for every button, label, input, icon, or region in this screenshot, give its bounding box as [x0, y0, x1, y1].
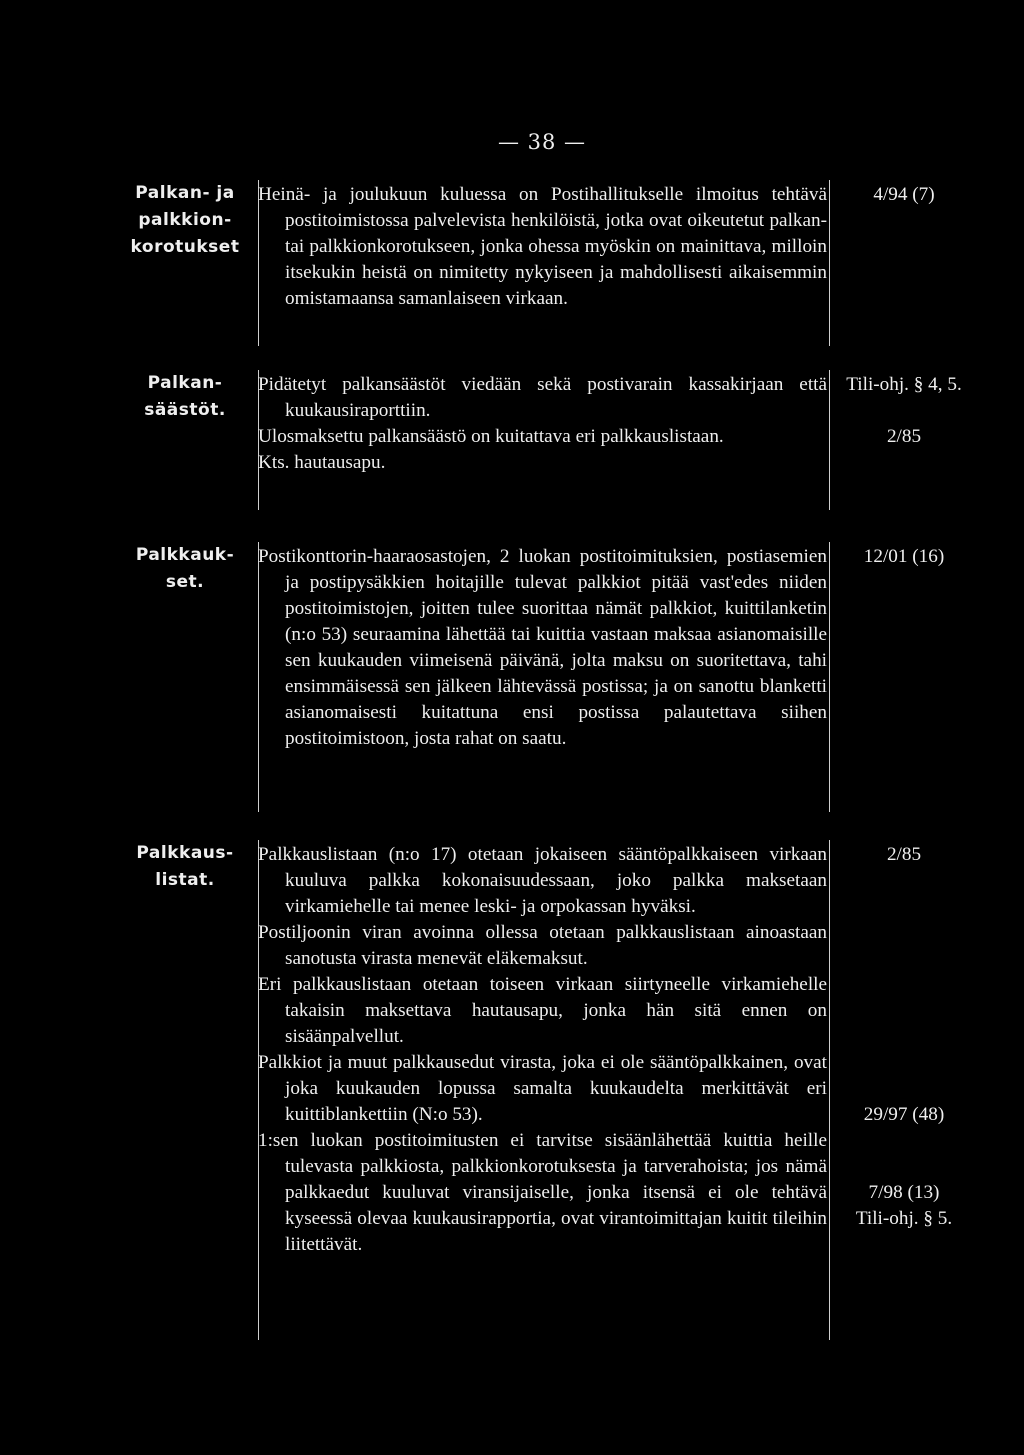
- section-body: [258, 544, 829, 752]
- reference: 12/01 (16): [863, 546, 945, 567]
- column-rule-right: [829, 542, 830, 812]
- heading-line: Palkkauk-: [135, 545, 235, 565]
- reference: Tili-ohj. § 5.: [855, 1208, 953, 1229]
- section-heading: [112, 180, 258, 261]
- heading-line: Palkan-: [147, 373, 223, 393]
- heading-line: korotukset: [130, 237, 240, 257]
- reference: Tili-ohj. § 4, 5.: [846, 374, 962, 395]
- section-heading: [112, 542, 258, 596]
- reference: 7/98 (13): [868, 1182, 940, 1203]
- paragraph: Postiljoonin viran avoinna ollessa otetaan palkkauslistaan ainoastaan sanotusta virasta menevät eläkemaksut.: [258, 922, 827, 969]
- heading-line: palkkion-: [138, 210, 232, 230]
- paragraph: Heinä- ja joulukuun kuluessa on Postihallitukselle ilmoitus tehtävä postitoimistossa palvelevista henkilöistä, jotka ovat oikeutetut palkan- tai palkkionkorotukseen, jonka ohessa myöskin on mainittava, milloin itsekukin heistä on nimitetty nykyiseen ja mahdollisesti aikaisemmin omistamaansa samanlaiseen virkaan.: [258, 184, 827, 309]
- reference: 29/97 (48): [863, 1104, 945, 1125]
- heading-line: set.: [165, 572, 205, 592]
- paragraph: Pidätetyt palkansäästöt viedään sekä postivarain kassakirjaan että kuukausiraporttiin.: [258, 374, 827, 421]
- paragraph: Postikonttorin-haaraosastojen, 2 luokan postitoimituksien, postiasemien ja postipysäkkien hoitajille tulevat palkkiot pitää vast'edes niiden postitoimistojen, joitten tulee suorittaa nämät palkkiot, kuittilanketin (n:o 53) seuraamina lähettää tai kuittia vastaan maksaa asianomaisille sen kuukauden viimeisenä päivänä, jolta maksu on suoritettava, tahi ensimmäisessä sen jälkeen lähtevässä postissa; ja on sanottu blanketti asianomaisesti kuitattuna ensi postissa palautettava siihen postitoimistoon, josta rahat on saatu.: [258, 546, 827, 749]
- section-body: [258, 842, 829, 1258]
- heading-line: Palkkaus-: [136, 843, 234, 863]
- section-body: [258, 372, 829, 476]
- column-rule-right: [829, 840, 830, 1340]
- paragraph: Palkkauslistaan (n:o 17) otetaan jokaiseen sääntöpalkkaiseen virkaan kuuluva palkka kokonaisuudessaan, joko palkka maksetaan virkamiehelle tai menee leski- ja orpokassan hyväksi.: [258, 844, 827, 917]
- heading-line: listat.: [155, 870, 215, 890]
- reference: 2/85: [886, 426, 922, 447]
- reference: 4/94 (7): [873, 184, 935, 205]
- paragraph: Kts. hautausapu.: [258, 452, 386, 473]
- paragraph: 1:sen luokan postitoimitusten ei tarvitse sisäänlähettää kuittia heille tulevasta palkkiosta, palkkionkorotuksesta ja tarverahoista; jos nämä palkkaedut kuuluvat viransijaiselle, jonka itsensä ei ole tehtävä kyseessä olevaa kuukausirapportia, ovat virantoimittajan kuitit tileihin liitettävät.: [258, 1130, 827, 1255]
- paragraph: Eri palkkauslistaan otetaan toiseen virkaan siirtyneelle virkamiehelle takaisin maksettava hautausapu, jonka hän sitä ennen on sisäänpalvellut.: [258, 974, 827, 1047]
- column-rule-right: [829, 370, 830, 510]
- section-heading: [112, 840, 258, 894]
- paragraph: Ulosmaksettu palkansäästö on kuitattava eri palkkauslistaan.: [258, 426, 724, 447]
- section-body: [258, 182, 829, 312]
- reference: 2/85: [886, 844, 922, 865]
- section-heading: [112, 370, 258, 424]
- heading-line: säästöt.: [144, 400, 226, 420]
- column-rule-right: [829, 180, 830, 346]
- page-number: — 38 —: [497, 130, 587, 154]
- heading-line: Palkan- ja: [135, 183, 235, 203]
- paragraph: Palkkiot ja muut palkkausedut virasta, joka ei ole sääntöpalkkainen, ovat joka kuukauden lopussa samalta kuukaudelta merkittävät eri kuittiblankettiin (N:o 53).: [258, 1052, 827, 1125]
